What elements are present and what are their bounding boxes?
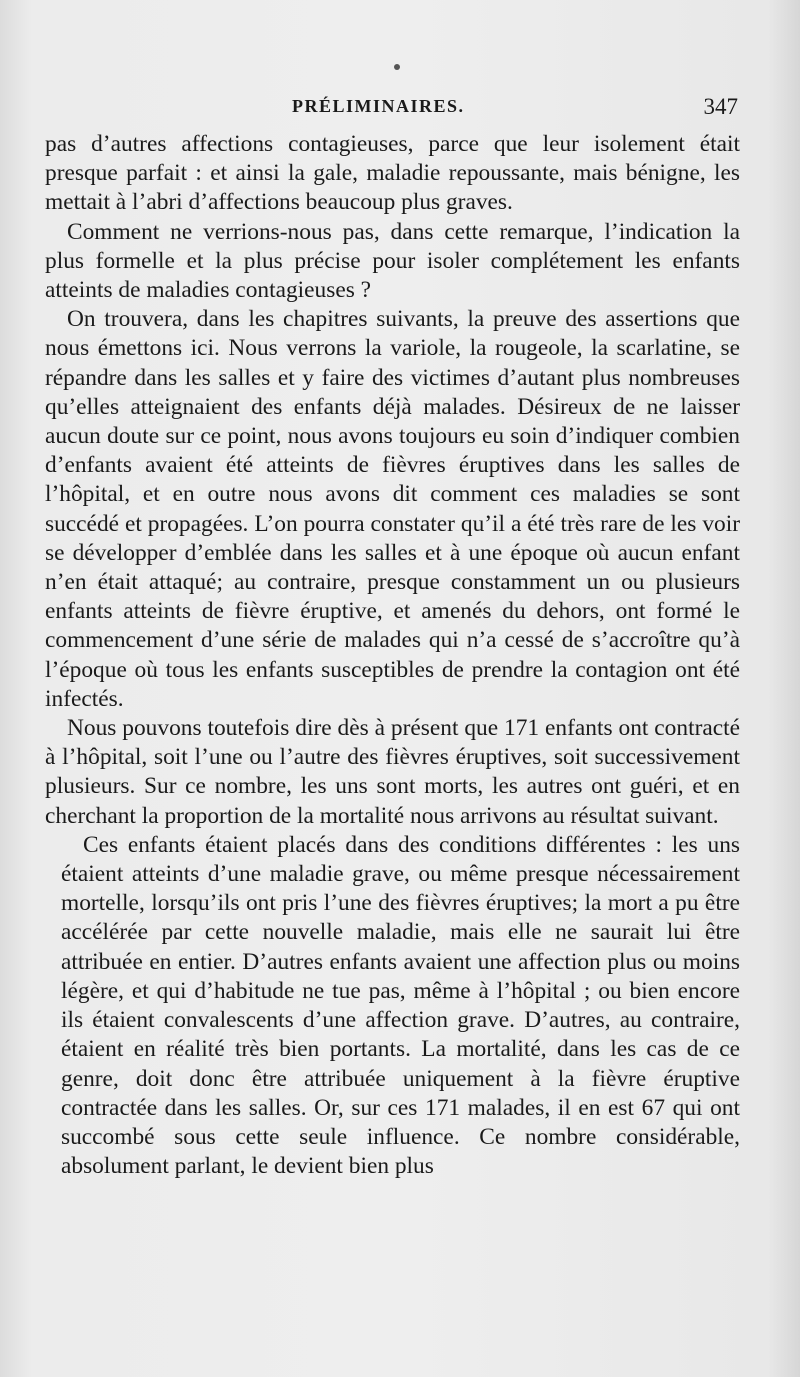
paragraph: On trouvera, dans les chapitres suivants, la preuve des assertions que nous émettons ici. Nous verrons la variole, la rougeole, la scarlatine, se répandre dans les salles et y faire des victimes d’autant plus nombreuses qu’elles atteignaient des enfants déjà malades. Désireux de ne laisser aucun doute sur ce point, nous avons toujours eu soin d’indiquer combien d’enfants avaient été atteints de fièvres éruptives dans les salles de l’hôpital, et en outre nous avons dit comment ces maladies se sont succédé et propagées. L’on pourra constater qu’il a été très rare de les voir se développer d’emblée dans les salles et à une époque où aucun enfant n’en était attaqué; au contraire, presque constamment un ou plusieurs enfants atteints de fièvre éruptive, et amenés du dehors, ont formé le commencement d’une série de malades qui n’a cessé de s’accroître qu’à l’époque où tous les enfants susceptibles de prendre la contagion ont été infectés. [45,306,740,712]
paragraph-continued: pas d’autres affections contagieuses, parce que leur isolement était presque parfait : et ainsi la gale, maladie repoussante, mais bénigne, les mettait à l’abri d’affections beaucoup plus graves. [45,131,740,216]
paragraph: Nous pouvons toutefois dire dès à présent que 171 enfants ont contracté à l’hôpital, soit l’une ou l’autre des fièvres éruptives, soit successivement plusieurs. Sur ce nombre, les uns sont morts, les autres ont guéri, et en cherchant la proportion de la mortalité nous arrivons au résultat suivant. [45,715,740,829]
page-header [292,94,738,124]
ink-speck [394,64,400,70]
body-text [45,130,740,1181]
running-head: PRÉLIMINAIRES. [292,96,465,116]
paragraph: Comment ne verrions-nous pas, dans cette remarque, l’indication la plus formelle et la plus précise pour isoler complétement les enfants atteints de maladies contagieuses ? [45,218,740,304]
page-number: 347 [703,94,738,119]
paragraph: Ces enfants étaient placés dans des conditions différentes : les uns étaient atteints d’une maladie grave, ou même presque nécessairement mortelle, lorsqu’ils ont pris l’une des fièvres éruptives; la mort a pu être accélérée par cette nouvelle maladie, mais elle ne saurait lui être attribuée en entier. D’autres enfants avaient une affection plus ou moins légère, et qui d’habitude ne tue pas, même à l’hôpital ; ou bien encore ils étaient convalescents d’une affection grave. D’autres, au contraire, étaient en réalité très bien portants. La mortalité, dans les cas de ce genre, doit donc être attribuée uniquement à la fièvre éruptive contractée dans les salles. Or, sur ces 171 malades, il en est 67 qui ont succombé sous cette seule influence. Ce nombre considérable, absolument parlant, le devient bien plus [61,831,740,1180]
